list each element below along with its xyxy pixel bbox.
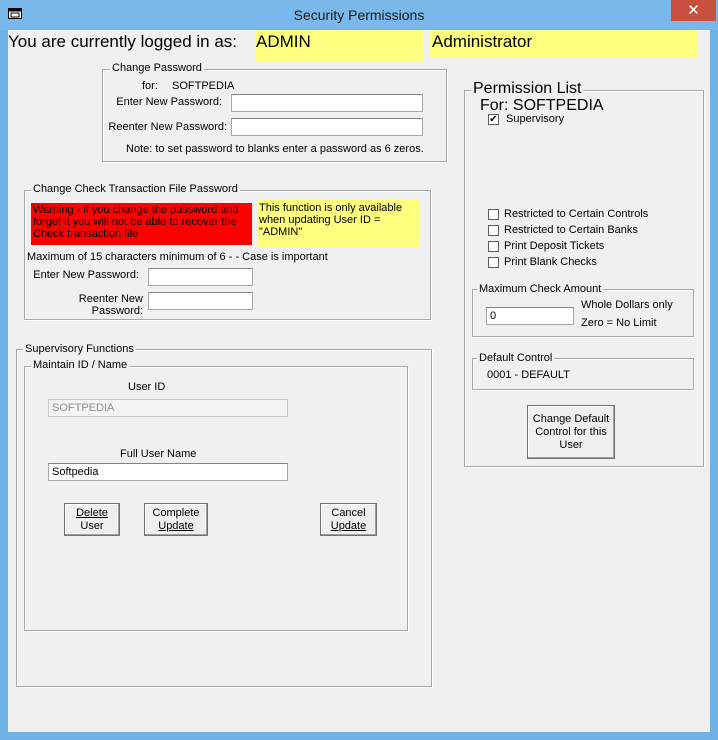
delete-user-line2: User <box>80 519 104 532</box>
supervisory-checkbox-label[interactable]: Supervisory <box>506 113 565 125</box>
cancel-update-line1: Cancel <box>331 506 366 519</box>
restricted-controls-checkbox[interactable] <box>488 209 499 220</box>
reenter-password-label: Reenter New Password: <box>108 121 227 133</box>
check-icon: ✔ <box>489 114 498 125</box>
change-default-line3: User <box>559 438 583 451</box>
default-control-value: 0001 - DEFAULT <box>487 369 570 381</box>
user-id-input[interactable]: SOFTPEDIA <box>48 399 288 417</box>
max-check-amount-legend: Maximum Check Amount <box>479 283 602 295</box>
complete-update-line1: Complete <box>152 506 200 519</box>
zero-no-limit-note: Zero = No Limit <box>581 317 657 329</box>
default-control-legend: Default Control <box>479 352 553 364</box>
print-deposit-tickets-label[interactable]: Print Deposit Tickets <box>504 240 605 252</box>
file-new-password-input[interactable] <box>148 268 253 286</box>
password-note: Note: to set password to blanks enter a password as 6 zeros. <box>126 143 424 155</box>
file-reenter-password-input[interactable] <box>148 292 253 310</box>
warning-box: Warning - if you change the password and forget it you will not be able to recover the Check transaction file <box>31 203 252 245</box>
change-password-legend: Change Password <box>112 62 202 74</box>
restricted-controls-label[interactable]: Restricted to Certain Controls <box>504 208 649 220</box>
complete-update-line2: Update <box>158 519 194 532</box>
complete-update-button[interactable] <box>144 503 208 536</box>
change-default-line2: Control for this <box>535 425 607 438</box>
permission-list-legend: Permission List <box>473 80 582 97</box>
file-new-password-label: Enter New Password: <box>33 269 139 281</box>
restricted-banks-label[interactable]: Restricted to Certain Banks <box>504 224 638 236</box>
cancel-update-button[interactable] <box>320 503 377 536</box>
logged-in-role: Administrator <box>430 30 698 57</box>
delete-user-line1: Delete <box>76 506 108 519</box>
close-icon[interactable]: ✕ <box>687 2 700 19</box>
supervisory-legend: Supervisory Functions <box>25 343 134 355</box>
user-id-label: User ID <box>128 381 166 393</box>
print-deposit-tickets-checkbox[interactable] <box>488 241 499 252</box>
full-name-input[interactable]: Softpedia <box>48 463 288 481</box>
full-name-label: Full User Name <box>120 448 197 460</box>
change-default-line1: Change Default <box>532 412 610 425</box>
for-user: SOFTPEDIA <box>172 80 235 92</box>
print-blank-checks-label[interactable]: Print Blank Checks <box>504 256 597 268</box>
logged-in-label: You are currently logged in as: <box>8 32 238 51</box>
admin-only-note: This function is only available when updating User ID = "ADMIN" <box>257 200 420 247</box>
window-title: Security Permissions <box>293 7 425 23</box>
whole-dollars-note: Whole Dollars only <box>581 299 673 311</box>
new-password-input[interactable] <box>231 94 423 112</box>
print-blank-checks-checkbox[interactable] <box>488 257 499 268</box>
supervisory-checkbox[interactable] <box>488 114 499 125</box>
permission-for-user: For: SOFTPEDIA <box>480 97 604 114</box>
logged-in-user: ADMIN <box>256 30 424 61</box>
check-file-password-legend: Change Check Transaction File Password <box>33 183 238 195</box>
change-default-control-button[interactable] <box>527 405 615 459</box>
for-label: for: <box>142 80 158 92</box>
delete-user-button[interactable] <box>64 503 120 536</box>
max-check-amount-input[interactable]: 0 <box>486 307 574 325</box>
maintain-legend: Maintain ID / Name <box>33 359 128 371</box>
reenter-password-input[interactable] <box>231 118 423 136</box>
file-reenter-password-label: Reenter New Password: <box>78 293 143 317</box>
new-password-label: Enter New Password: <box>116 96 222 108</box>
close-button[interactable] <box>671 0 716 21</box>
cancel-update-line2: Update <box>330 519 367 532</box>
restricted-banks-checkbox[interactable] <box>488 225 499 236</box>
length-note: Maximum of 15 characters minimum of 6 - - Case is important <box>27 251 328 263</box>
